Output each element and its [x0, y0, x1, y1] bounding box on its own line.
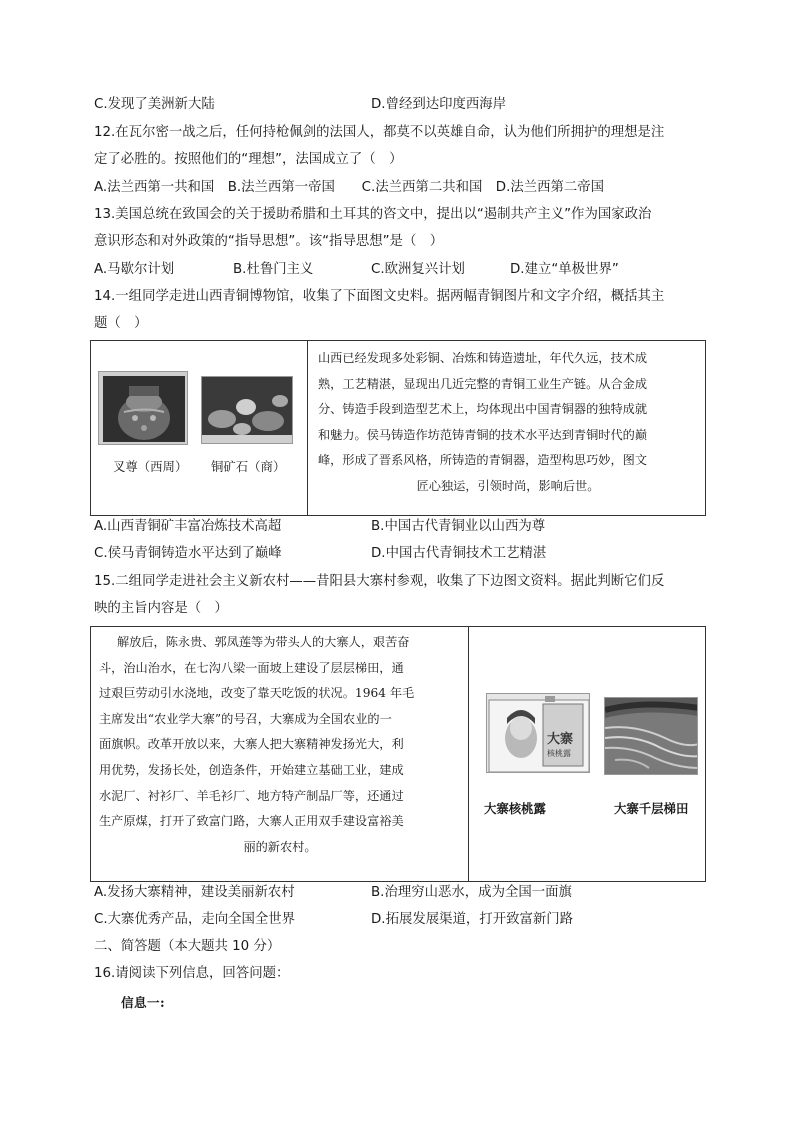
q14-stem-line-1: 14.一组同学走进山西青铜博物馆，收集了下面图文史料。据两幅青铜图片和文字介绍，概括其主: [94, 289, 665, 304]
q14-text-line: 熟，工艺精湛，显现出几近完整的青铜工业生产链。从合金成: [318, 376, 648, 391]
q16-info-1-label: 信息一:: [121, 995, 166, 1010]
q15-material-table: [90, 626, 706, 882]
q11-option-c: C.发现了美洲新大陆: [94, 97, 215, 112]
q14-text-line: 和魅力。侯马铸造作坊范铸青铜的技术水平达到青铜时代的巅: [318, 427, 648, 442]
q15-text-line: 生产原煤，打开了致富门路，大寨人正用双手建设富裕美: [99, 814, 404, 829]
walnut-drink-photo: [486, 693, 590, 773]
q15-option-c: C.大寨优秀产品，走向全国全世界: [94, 912, 296, 927]
q11-option-d: D.曾经到达印度西海岸: [371, 97, 507, 112]
q13-option-c: C.欧洲复兴计划: [371, 262, 465, 277]
q12-stem-line-1: 12.在瓦尔密一战之后，任何持枪佩剑的法国人，都莫不以英雄自命，认为他们所拥护的理想是注: [94, 125, 665, 140]
q15-text-line: 斗，治山治水，在七沟八梁一面坡上建设了层层梯田，通: [99, 660, 404, 675]
q14-option-a: A.山西青铜矿丰富冶炼技术高超: [94, 519, 282, 534]
q15-caption-2: 大寨千层梯田: [614, 801, 689, 816]
q14-text-line: 峰，形成了晋系风格，所铸造的青铜器，造型构思巧妙，图文: [318, 453, 648, 468]
terraced-fields-photo: [604, 697, 698, 775]
q14-option-c: C.侯马青铜铸造水平达到了巅峰: [94, 546, 282, 561]
q15-text-line: 水泥厂、衬衫厂、羊毛衫厂、地方特产制品厂等，还通过: [99, 788, 404, 803]
q14-stem-line-2: 题（ ）: [94, 316, 148, 331]
q15-text-line: 用优势，发扬长处，创造条件，开始建立基础工业，建成: [99, 762, 404, 777]
package-word-2: 核桃露: [547, 749, 571, 758]
copper-ore-photo: [201, 376, 293, 444]
q14-caption-2: 铜矿石（商）: [211, 459, 286, 474]
q14-option-b: B.中国古代青铜业以山西为尊: [371, 519, 546, 534]
q14-option-d: D.中国古代青铜技术工艺精湛: [371, 546, 547, 561]
q14-text-line: 匠心独运，引领时尚，影响后世。: [416, 478, 600, 493]
q15-text-line: 面旗帜。改革开放以来，大寨人把大寨精神发扬光大，利: [99, 737, 404, 752]
section-2-heading: 二、简答题（本大题共 10 分）: [94, 939, 281, 954]
q13-option-a: A.马歇尔计划: [94, 262, 175, 277]
q14-text-line: 山西已经发现多处彩铜、冶炼和铸造遗址，年代久远，技术成: [318, 351, 648, 365]
q15-text-line: 解放后，陈永贵、郭凤莲等为带头人的大寨人，艰苦奋: [117, 635, 410, 649]
q13-option-b: B.杜鲁门主义: [233, 262, 314, 277]
q15-text-line: 主席发出“农业学大寨”的号召，大寨成为全国农业的一: [99, 711, 392, 726]
q14-caption-1: 叉尊（西周）: [113, 459, 188, 474]
q13-stem-line-2: 意识形态和对外政策的“指导思想”。该“指导思想”是（ ）: [94, 234, 444, 249]
q15-option-a: A.发扬大寨精神，建设美丽新农村: [94, 885, 295, 900]
q15-text-line: 丽的新农村。: [243, 839, 317, 854]
q15-stem-line-1: 15.二组同学走进社会主义新农村——昔阳县大寨村参观，收集了下边图文资料。据此判断它们反: [94, 574, 665, 589]
bronze-vessel-photo: [98, 371, 188, 445]
q14-material-table: [90, 340, 706, 516]
q12-options: A.法兰西第一共和国 B.法兰西第一帝国 C.法兰西第二共和国 D.法兰西第二帝国: [94, 180, 605, 195]
q14-text-line: 分、铸造手段到造型艺术上，均体现出中国青铜器的独特成就: [318, 402, 648, 417]
q15-caption-1: 大寨核桃露: [484, 801, 546, 816]
q12-stem-line-2: 定了必胜的。按照他们的“理想”，法国成立了（ ）: [94, 152, 403, 167]
q15-stem-line-2: 映的主旨内容是（ ）: [94, 601, 228, 616]
q14-text-block: [318, 346, 698, 500]
q15-text-block: [99, 630, 461, 860]
q13-stem-line-1: 13.美国总统在致国会的关于援助希腊和土耳其的咨文中，提出以“遏制共产主义”作为国家政治: [94, 207, 652, 222]
q16-stem: 16.请阅读下列信息，回答问题：: [94, 966, 290, 981]
q15-text-line: 过艰巨劳动引水浇地，改变了靠天吃饭的状况。1964 年毛: [99, 686, 415, 701]
q13-option-d: D.建立“单极世界”: [510, 262, 619, 277]
q15-option-d: D.拓展发展渠道，打开致富新门路: [371, 912, 574, 927]
q15-option-b: B.治理穷山恶水，成为全国一面旗: [371, 885, 572, 900]
package-word-1: 大寨: [547, 732, 574, 747]
